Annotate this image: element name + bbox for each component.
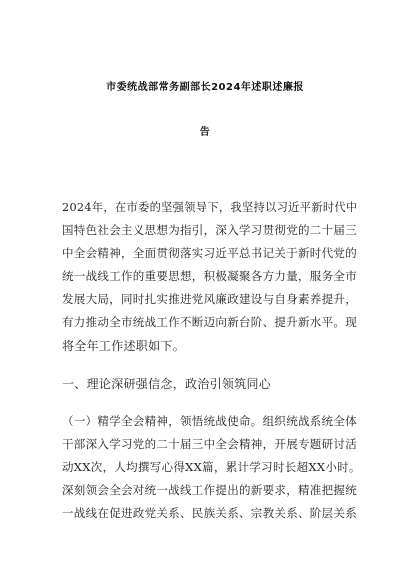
paragraph-line: 将全年工作述职如下。	[62, 339, 186, 353]
paragraph-line: （一）精学全会精神，领悟统战使命。组织统战系统全体	[62, 414, 357, 428]
document-title: 市委统战部常务副部长2024年述职述廉报	[106, 82, 304, 93]
paragraph-line: 2024年，在市委的坚强领导下，我坚持以习近平新时代中	[62, 201, 358, 214]
paragraph-line: 深刻领会全会对统一战线工作提出的新要求，精准把握统	[62, 483, 357, 497]
paragraph-line: 干部深入学习党的二十届三中全会精神，开展专题研讨活	[62, 437, 357, 451]
paragraph-line: 有力推动全市统战工作不断迈向新台阶、提升新水平。现	[62, 315, 357, 329]
paragraph-line: 国特色社会主义思想为指引，深入学习贯彻党的二十届三	[62, 223, 357, 237]
paragraph-line: 中全会精神，全面贯彻落实习近平总书记关于新时代党的	[62, 246, 357, 260]
document-title-continued: 告	[199, 127, 211, 138]
paragraph-line: 发展大局，同时扎实推进党风廉政建设与自身素养提升，	[62, 292, 357, 306]
paragraph-line: 统一战线工作的重要思想，积极凝聚各方力量，服务全市	[62, 269, 357, 283]
paragraph-line: 动XX次，人均撰写心得XX篇，累计学习时长超XX小时。	[62, 460, 361, 474]
paragraph-line: 一战线在促进政党关系、民族关系、宗教关系、阶层关系	[62, 506, 357, 520]
section-heading: 一、理论深研强信念，政治引领筑同心	[62, 377, 272, 391]
